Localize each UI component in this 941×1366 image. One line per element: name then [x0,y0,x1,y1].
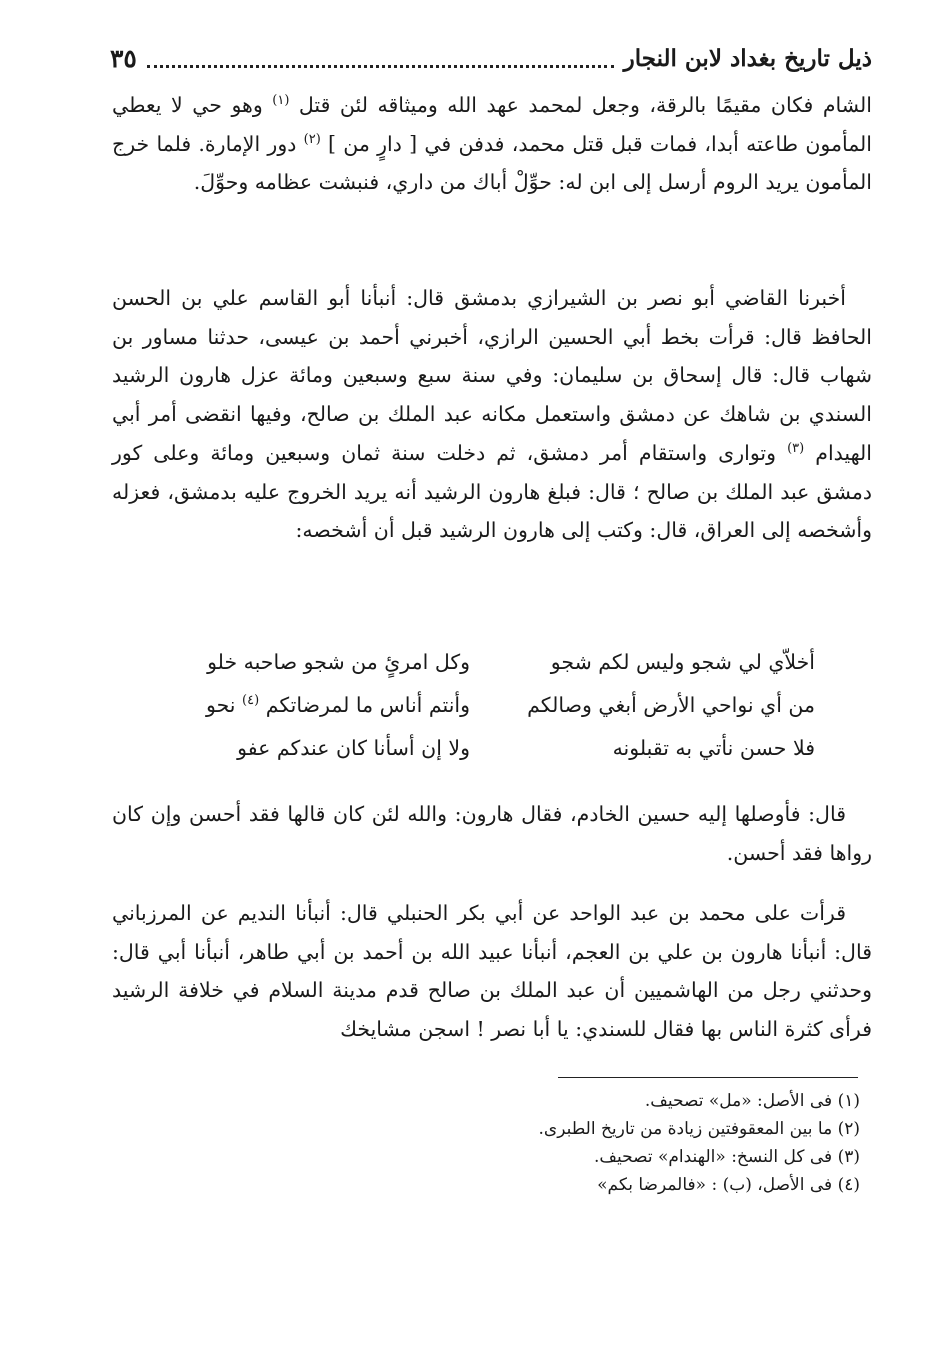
verse-2 [160,684,815,727]
verse-second-hemistich [160,684,470,727]
poem [160,641,815,770]
footnote-ref-3: (٣) [787,440,805,456]
footnote-1: (١) فى الأصل: «مل» تصحيف. [644,1091,860,1111]
paragraph-3 [112,795,872,872]
paragraph-text: قرأت على محمد بن عبد الواحد عن أبي بكر الحنبلي قال: أنبأنا النديم عن المرزباني قال: أنبأنا هارون بن علي بن العجم، أنبأنا عبيد الله بن أحمد بن أبي طاهر، أنبأنا أبي قال: وحدثني رجل من الهاشميين أن عبد الملك بن صالح قدم مدينة السلام في خلافة الرشيد فرأى كثرة الناس بها فقال للسندي: يا أبا نصر ! اسجن مشايخك [112,901,872,1042]
leader-dots [147,65,614,68]
running-header [110,38,872,78]
paragraph-text: قال: فأوصلها إليه حسين الخادم، فقال هارون: والله لئن كان قالها فقد أحسن وإن كان رواها فقد أحسن. [112,802,872,865]
footnote-4: (٤) فى الأصل، (ب) : «فالمرضا بكم» [597,1175,860,1195]
text-run: وتوارى واستقام أمر دمشق، ثم دخلت سنة ثمان وسبعين ومائة وعلى كور دمشق عبد الملك بن صالح ؛ قال: فبلغ هارون الرشيد أنه يريد الخروج عليه بدمشق، فعزله وأشخصه إلى العراق، قال: وكتب إلى هارون الرشيد قبل أن أشخصه: [112,440,872,543]
text-run: دور الإمارة. فلما خرج المأمون يريد الروم أرسل إلى ابن له: حوِّلْ أباك من داري، فنبشت عظامه وحوِّلَ. [112,131,872,195]
verse-second-hemistich: وكل امرئٍ من شجو صاحبه خلو [207,650,470,674]
running-title: ذيل تاريخ بغداد لابن النجار [623,44,872,72]
text-run: أخبرنا القاضي أبو نصر بن الشيرازي بدمشق قال: أنبأنا أبو القاسم علي بن الحسن الحافظ قال: قرأت بخط أبي الحسين الرازي، أخبرني أحمد بن عيسى، حدثنا مساور بن شهاب قال: قال إسحاق بن سليمان: وفي سنة سبع وسبعين ومائة عزل هارون الرشيد السندي بن شاهك عن دمشق واستعمل مكانه عبد الملك بن صالح، وفيها انقضى أمر أبي الهيدام [112,286,872,465]
footnote-2: (٢) ما بين المعقوفتين زيادة من تاريخ الطبرى. [538,1119,860,1139]
page-number: ٣٥ [110,43,137,73]
verse-second-hemistich: ولا إن أسأنا كان عندكم عفو [237,736,470,760]
footnote-separator [558,1077,858,1078]
footnote-3: (٣) فى كل النسخ: «الهندام» تصحيف. [593,1147,860,1167]
paragraph-4 [112,894,872,1049]
paragraph-1 [112,86,872,202]
paragraph-text [112,86,872,202]
text-run: الشام فكان مقيمًا بالرقة، وجعل لمحمد عهد الله وميثاقه لئن قتل [289,93,872,117]
verse-first-hemistich: من أي نواحي الأرض أبغي وصالكم [527,693,815,717]
paragraph-text [112,279,872,550]
text-run: نحو [205,693,243,717]
verse-first-hemistich: أخلاّي لي شجو وليس لكم شجو [550,650,815,674]
footnote-ref-4: (٤) [242,693,260,709]
verse-first-hemistich: فلا حسن نأتي به تقبلونه [612,736,815,760]
verse-1 [160,641,815,684]
verse-3 [160,727,815,770]
footnote-ref-1: (١) [272,93,290,109]
paragraph-2 [112,279,872,550]
footnotes [300,1087,860,1199]
text-run: وهو حي لا يعطي المأمون طاعته أبدا، فمات قبل قتل محمد، فدفن في [ دارٍ من ] [112,93,872,156]
footnote-ref-2: (٢) [303,131,321,147]
text-run: وأنتم أناس ما لمرضاتكم [259,693,470,717]
